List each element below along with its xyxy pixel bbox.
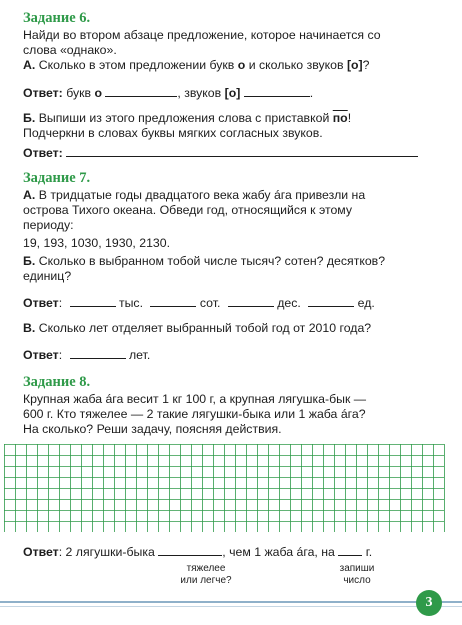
solution-grid[interactable] (4, 444, 446, 532)
task6-a-text: Сколько в этом предложении букв (38, 58, 235, 72)
task6-b-line2: Подчеркни в словах буквы мягких согласных звуков. (23, 126, 323, 140)
task6-b-text: Выпиши из этого предложения слова с приставкой (38, 111, 330, 125)
task6-ans-letters: букв (66, 86, 92, 100)
task8-hint2-line2: число (343, 575, 371, 586)
task7-v-unit: лет. (128, 348, 151, 362)
task7-unit-hundreds: сот. (199, 296, 221, 310)
task7-v-ans-colon: : (58, 348, 63, 362)
task6-a-letter: о (237, 58, 246, 72)
task7-ones-blank[interactable] (308, 294, 354, 307)
task8-line3: На сколько? Реши задачу, поясняя действия. (23, 422, 282, 436)
task7-b-text1: Сколько в выбранном тобой числе тысяч? сотен? десятков? (38, 254, 386, 268)
task7-years-blank[interactable] (70, 346, 126, 359)
task6-question-a (23, 57, 369, 74)
task7-unit-ones: ед. (357, 296, 375, 310)
task6-ans-sound: [о] (224, 86, 241, 100)
task7-title: Задание 7. (23, 170, 91, 186)
page-number: 3 (416, 590, 442, 616)
task8-hint-number (332, 563, 382, 587)
task7-ans-label: Ответ (23, 296, 59, 310)
task7-answer-b (23, 294, 375, 312)
footer-rule (0, 601, 462, 603)
task8-hint1-line1: тяжелее (186, 563, 226, 574)
task7-a-text1: В тридцатые годы двадцатого века жабу áга привезли на (38, 188, 366, 202)
task8-ans-unit: г. (365, 545, 373, 559)
task7-a-line2: острова Тихого океана. Обведи год, относящийся к этому (23, 203, 353, 217)
task8-hint1-line2: или легче? (180, 575, 232, 586)
task6-ans-letter: о (94, 86, 102, 100)
task7-question-v (23, 320, 371, 337)
task6-b-label: Б. (23, 111, 36, 125)
task6-title: Задание 6. (23, 10, 91, 26)
task6-a-and: и сколько звуков (248, 58, 344, 72)
task7-b-line1 (23, 253, 385, 270)
task6-a-sound: [о] (346, 58, 363, 72)
task7-a-label: А. (23, 188, 36, 202)
task8-heavier-blank[interactable] (158, 543, 222, 556)
task7-v-ans-label: Ответ (23, 348, 59, 362)
task7-a-line3: периоду: (23, 218, 74, 232)
task6-sounds-blank[interactable] (244, 84, 310, 97)
task8-hint-heavier (170, 563, 242, 587)
task7-b-label: Б. (23, 254, 36, 268)
task7-thousands-blank[interactable] (70, 294, 116, 307)
task8-title: Задание 8. (23, 374, 91, 390)
task7-v-text: Сколько лет отделяет выбранный тобой год от 2010 года? (38, 321, 372, 335)
task8-line1: Крупная жаба áга весит 1 кг 100 г, а крупная лягушка-бык — (23, 392, 367, 406)
task7-b-line2: единиц? (23, 269, 72, 283)
task6-b-ans-label: Ответ: (23, 146, 63, 160)
task8-ans-text1: : 2 лягушки-быка (58, 545, 155, 559)
task8-answer (23, 543, 372, 561)
task7-years[interactable]: 19, 193, 1030, 1930, 2130. (23, 236, 171, 250)
task6-ans-label: Ответ: (23, 86, 63, 100)
task7-tens-blank[interactable] (228, 294, 274, 307)
task6-intro-line1: Найди во втором абзаце предложение, которое начинается со (23, 28, 381, 42)
task6-b-blank[interactable] (66, 144, 418, 157)
task6-letters-blank[interactable] (105, 84, 177, 97)
task7-v-label: В. (23, 321, 36, 335)
task6-ans-sounds: , звуков (177, 86, 222, 100)
task8-ans-text2: , чем 1 жаба áга, на (222, 545, 335, 559)
task6-ans-dot: . (309, 86, 314, 100)
footer-rule-thin (0, 606, 462, 607)
task6-answer-a (23, 84, 313, 102)
task6-answer-b (23, 144, 418, 162)
task7-unit-thousands: тыс. (118, 296, 143, 310)
task8-number-blank[interactable] (338, 543, 362, 556)
task8-line2: 600 г. Кто тяжелее — 2 такие лягушки-быка или 1 жаба áга? (23, 407, 366, 421)
task8-hint2-line1: запиши (339, 563, 375, 574)
task7-answer-v (23, 346, 150, 364)
task8-ans-label: Ответ (23, 545, 59, 559)
task7-ans-colon: : (58, 296, 63, 310)
task7-hundreds-blank[interactable] (150, 294, 196, 307)
task6-intro-line2: слова «однако». (23, 43, 117, 57)
task6-b-prefix: по (332, 111, 348, 125)
task6-a-label: А. (23, 58, 36, 72)
task6-a-q: ? (362, 58, 370, 72)
task6-b-excl: ! (347, 111, 352, 125)
task7-unit-tens: дес. (277, 296, 301, 310)
